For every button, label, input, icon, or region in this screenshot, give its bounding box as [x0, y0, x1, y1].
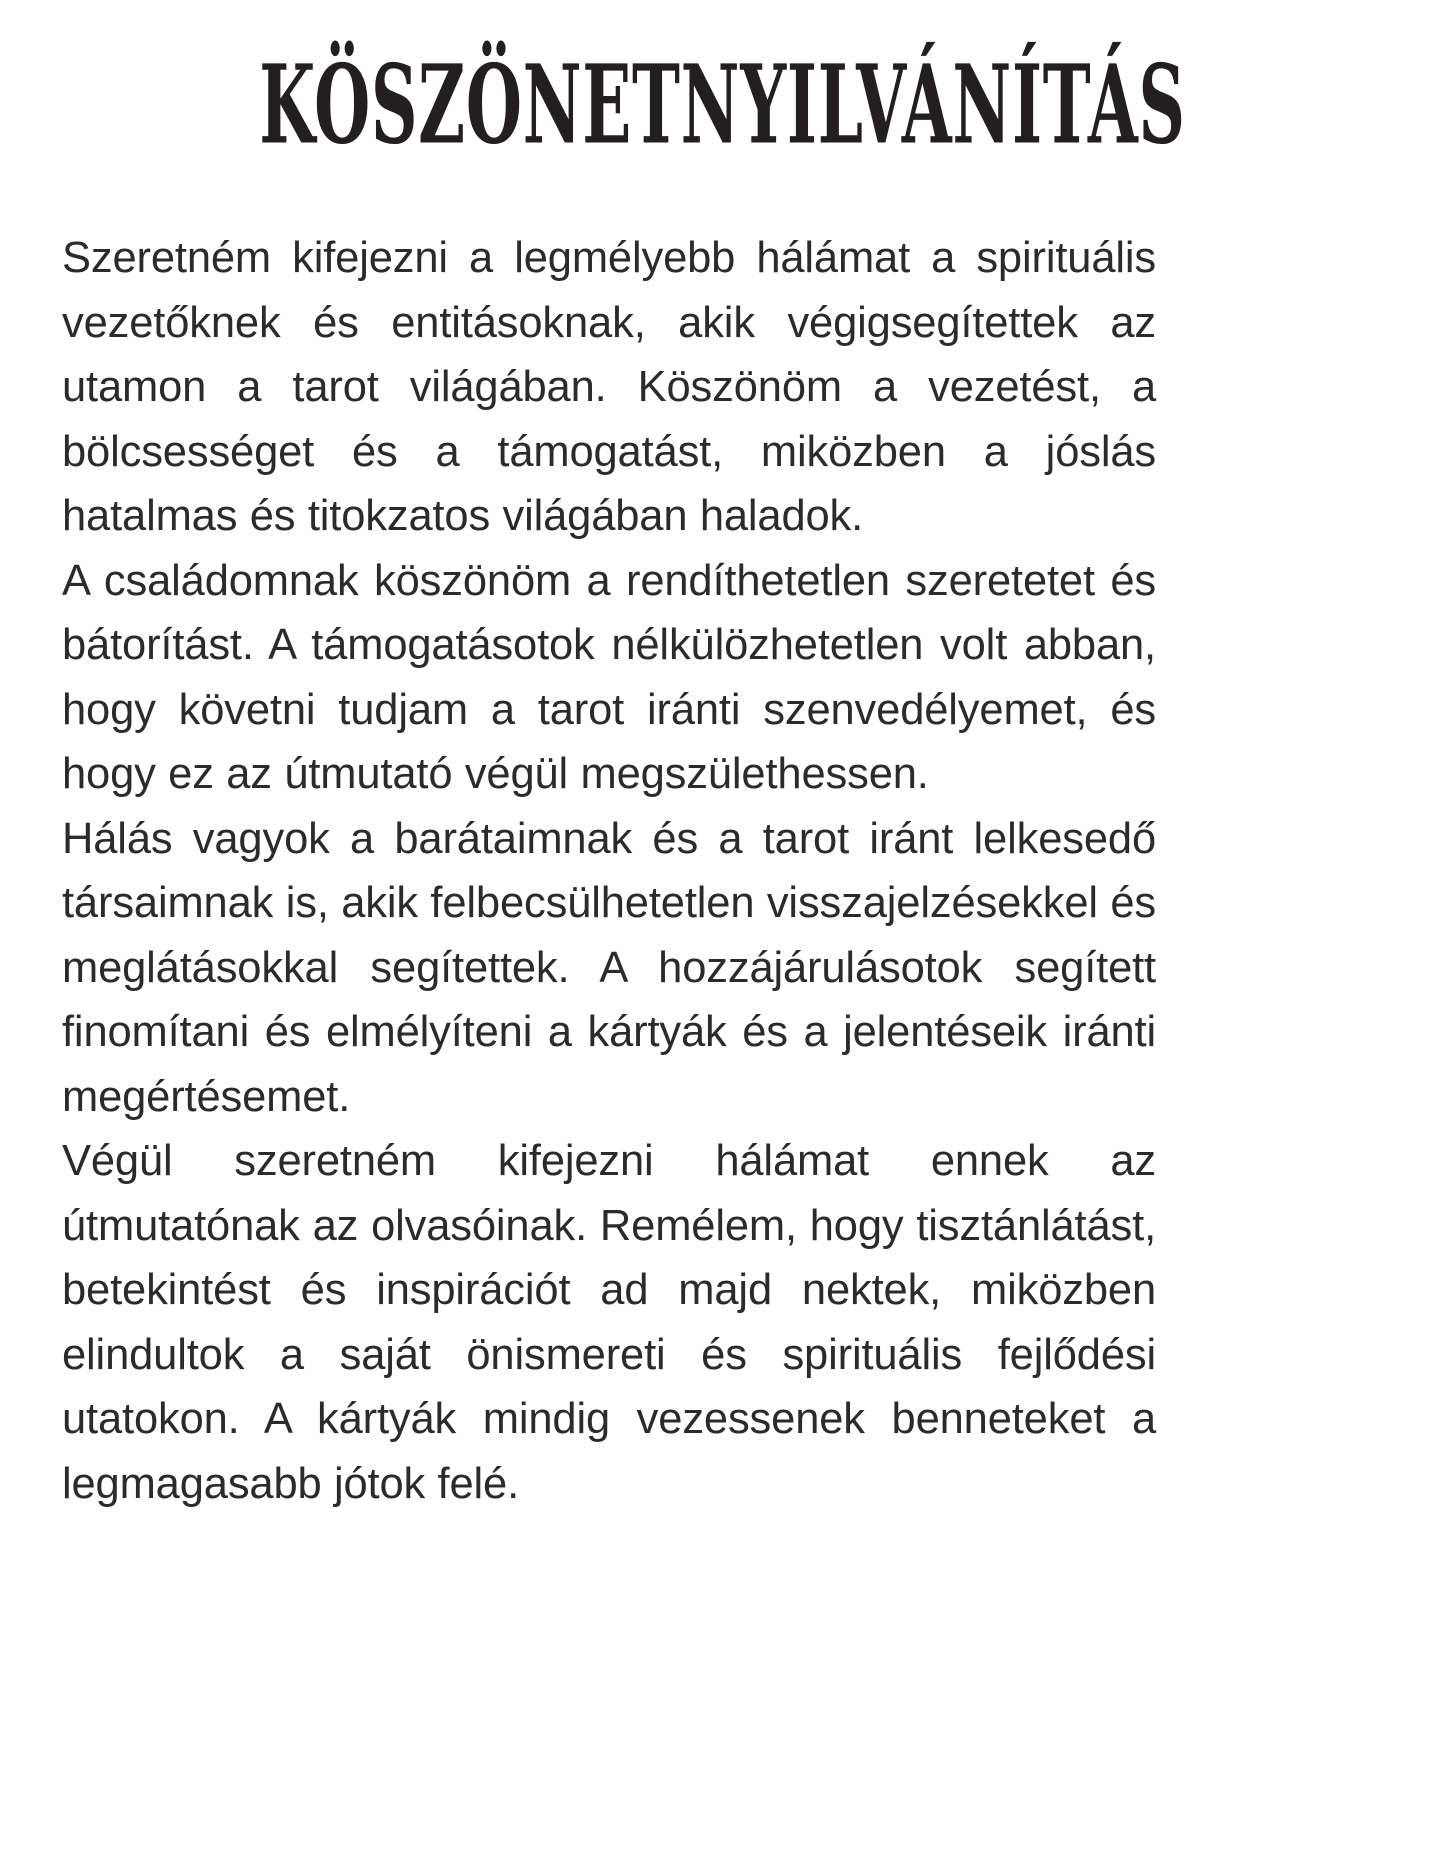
paragraph-1: Szeretném kifejezni a legmélyebb hálámat a spirituális vezetőknek és entitásoknak, akik végigsegítettek az utamon a tarot világában. Köszönöm a vezetést, a bölcsességet és a támogatást, miközben a jóslás hatalmas és titokzatos világában haladok.: [62, 234, 1156, 540]
paragraph-2: A családomnak köszönöm a rendíthetetlen szeretetet és bátorítást. A támogatásotok nélkülözhetetlen volt abban, hogy követni tudjam a tarot iránti szenvedélyemet, és hogy ez az útmutató végül megszülethessen.: [62, 556, 1156, 798]
paragraph-4: Végül szeretném kifejezni hálámat ennek az útmutatónak az olvasóinak. Remélem, hogy tisztánlátást, betekintést és inspirációt ad majd nektek, miközben elindultok a saját önismereti és spirituális fejlődési utatokon. A kártyák mindig vezessenek benneteket a legmagasabb jótok felé.: [62, 1137, 1156, 1508]
body-text-container: [62, 226, 1156, 1516]
page-title: KÖSZÖNETNYILVÁNÍTÁS: [259, 40, 1186, 169]
page-title-block: [0, 40, 1445, 169]
paragraph-3: Hálás vagyok a barátaimnak és a tarot iránt lelkesedő társaimnak is, akik felbecsülhetetlen visszajelzésekkel és meglátásokkal segítettek. A hozzájárulásotok segített finomítani és elmélyíteni a kártyák és a jelentéseik iránti megértésemet.: [62, 814, 1156, 1121]
